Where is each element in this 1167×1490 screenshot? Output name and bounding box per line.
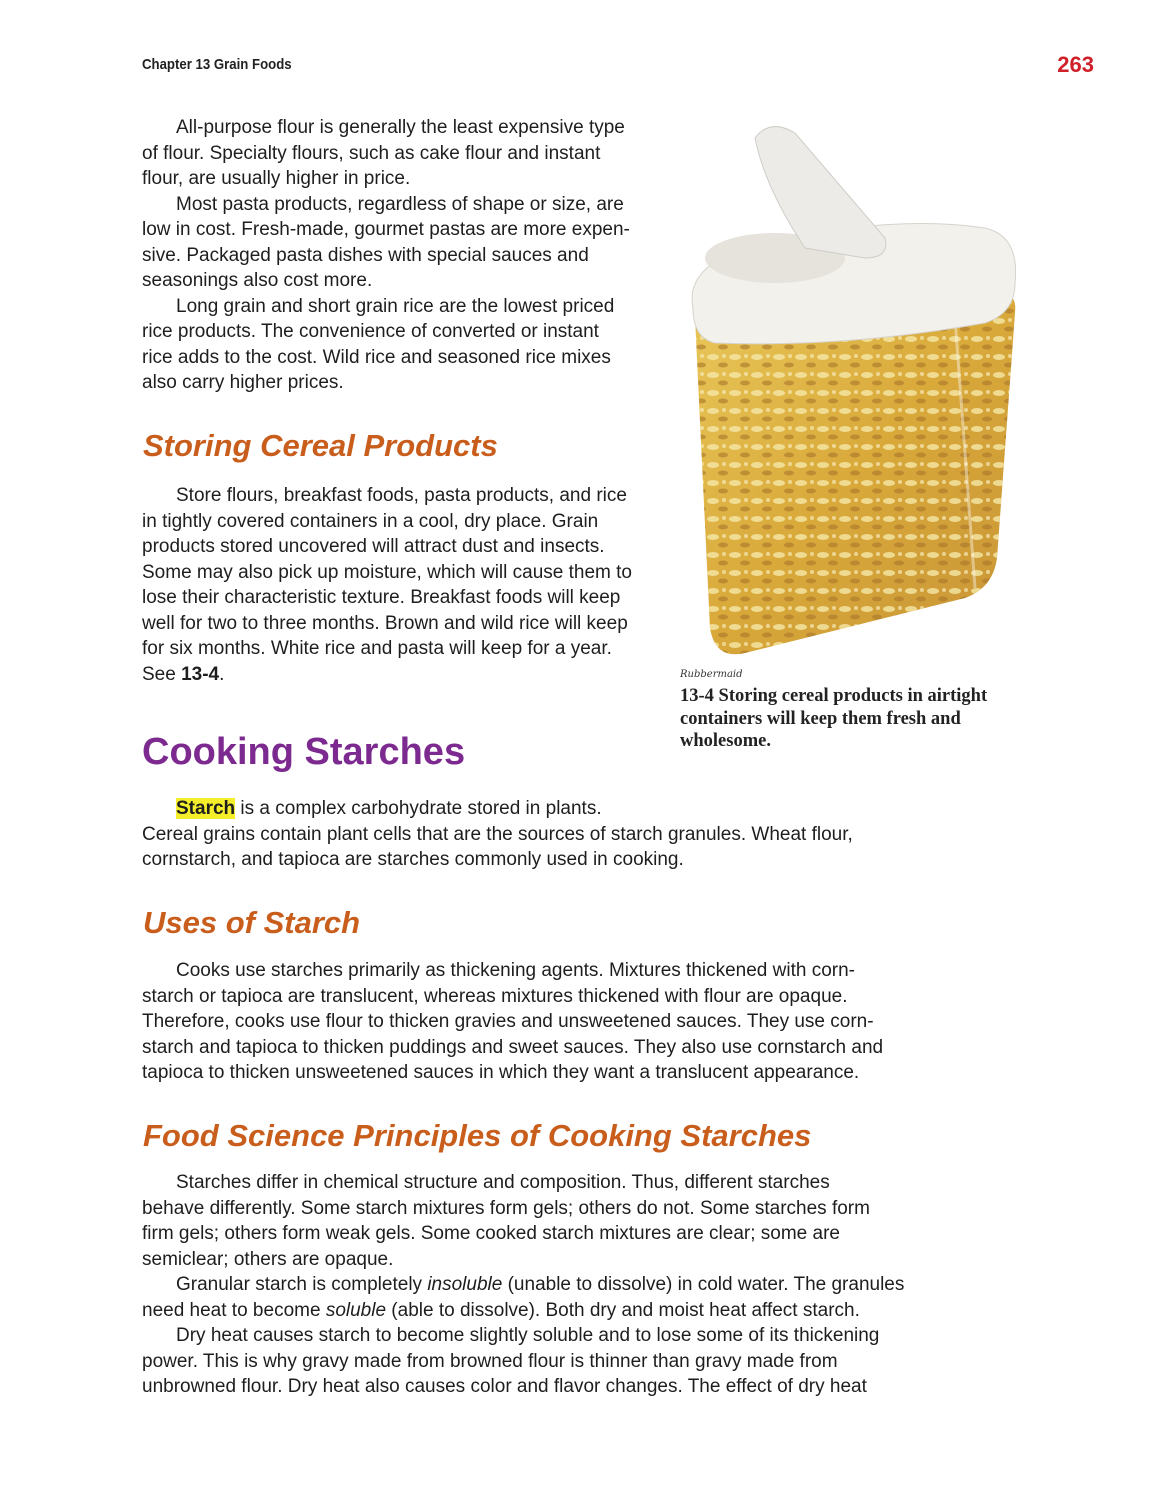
heading-food-science-principles: Food Science Principles of Cooking Starches: [143, 1118, 812, 1153]
text-line: [142, 796, 922, 822]
text-line: in tightly covered containers in a cool, dry place. Grain: [142, 510, 599, 532]
emphasis-text: insoluble: [427, 1274, 503, 1295]
text-line: flour, are usually higher in price.: [142, 168, 411, 189]
text-line: firm gels; others form weak gels. Some cooked starch mixtures are clear; some are: [142, 1223, 840, 1244]
text-line: Dry heat causes starch to become slightly soluble and to lose some of its thickening: [176, 1325, 880, 1346]
text-line: Long grain and short grain rice are the lowest priced: [176, 295, 615, 317]
text-span: (able to dissolve). Both dry and moist heat affect starch.: [386, 1299, 860, 1321]
text-line: Cooks use starches primarily as thickening agents. Mixtures thickened with corn-: [176, 960, 856, 981]
text-line: rice products. The convenience of converted or instant: [142, 321, 599, 342]
text-line: cornstarch, and tapioca are starches commonly used in cooking.: [142, 849, 684, 870]
text-line: tapioca to thicken unsweetened sauces in which they want a translucent appearance.: [142, 1062, 860, 1083]
text-line: well for two to three months. Brown and wild rice will keep: [142, 612, 628, 634]
text-line: also carry higher prices.: [142, 372, 344, 393]
text-line: lose their characteristic texture. Breakfast foods will keep: [142, 587, 621, 608]
text-line: for six months. White rice and pasta will keep for a year.: [142, 638, 612, 659]
text-span: Granular starch is completely: [176, 1274, 428, 1295]
text-line: sive. Packaged pasta dishes with special sauces and: [142, 244, 589, 266]
text-line: low in cost. Fresh-made, gourmet pastas are more expen-: [142, 219, 630, 240]
text-span: (unable to dissolve) in cold water. The granules: [502, 1274, 905, 1295]
paragraph-block-food-science: [142, 1170, 922, 1400]
text-line: seasonings also cost more.: [142, 270, 373, 291]
text-line: behave differently. Some starch mixtures form gels; others do not. Some starches form: [142, 1197, 870, 1219]
photo-credit: Rubbermaid: [680, 669, 743, 680]
text-line: Starches differ in chemical structure and composition. Thus, different starches: [176, 1172, 830, 1193]
text-line: semiclear; others are opaque.: [142, 1248, 394, 1270]
text-span: need heat to become: [142, 1299, 326, 1321]
key-term: Starch: [176, 798, 236, 819]
paragraph-block-uses: [142, 958, 922, 1086]
text-line: Cereal grains contain plant cells that are the sources of starch granules. Wheat flour,: [142, 823, 853, 845]
text-line: starch or tapioca are translucent, whereas mixtures thickened with flour are opaque.: [142, 985, 848, 1007]
text-line: Some may also pick up moisture, which will cause them to: [142, 561, 632, 583]
emphasis-text: 13-4: [181, 663, 220, 685]
text-span: .: [219, 663, 225, 685]
text-line: All-purpose flour is generally the least expensive type: [176, 117, 625, 138]
text-line: Therefore, cooks use flour to thicken gravies and unsweetened sauces. They use corn-: [142, 1011, 874, 1032]
text-line: [142, 1298, 922, 1324]
figure-caption: 13-4 Storing cereal products in airtight containers will keep them fresh and wholesome.: [680, 686, 988, 751]
heading-uses-of-starch: Uses of Starch: [143, 905, 361, 940]
text-line: [142, 662, 662, 688]
text-line: unbrowned flour. Dry heat also causes color and flavor changes. The effect of dry heat: [142, 1376, 867, 1397]
paragraph-block-costs: [142, 115, 662, 396]
text-line: starch and tapioca to thicken puddings and sweet sauces. They also use cornstarch and: [142, 1036, 884, 1058]
paragraph-block-storing: [142, 483, 662, 687]
text-line: power. This is why gravy made from browned flour is thinner than gravy made from: [142, 1350, 838, 1372]
emphasis-text: soluble: [325, 1299, 387, 1321]
running-header: Chapter 13 Grain Foods: [142, 56, 292, 73]
text-line: Most pasta products, regardless of shape or size, are: [176, 193, 624, 215]
text-line: rice adds to the cost. Wild rice and seasoned rice mixes: [142, 346, 611, 368]
text-line: Store flours, breakfast foods, pasta products, and rice: [176, 485, 627, 506]
text-line: products stored uncovered will attract dust and insects.: [142, 536, 605, 557]
text-line: of flour. Specialty flours, such as cake flour and instant: [142, 142, 601, 164]
heading-storing-cereal-products: Storing Cereal Products: [143, 428, 498, 463]
text-line: [142, 1272, 922, 1298]
cereal-container-photo: [685, 118, 1025, 663]
paragraph-block-starch-definition: [142, 796, 922, 873]
text-span: is a complex carbohydrate stored in plants.: [235, 798, 602, 819]
heading-cooking-starches: Cooking Starches: [142, 731, 466, 773]
text-span: See: [142, 663, 182, 685]
page-number: 263: [1057, 52, 1094, 77]
